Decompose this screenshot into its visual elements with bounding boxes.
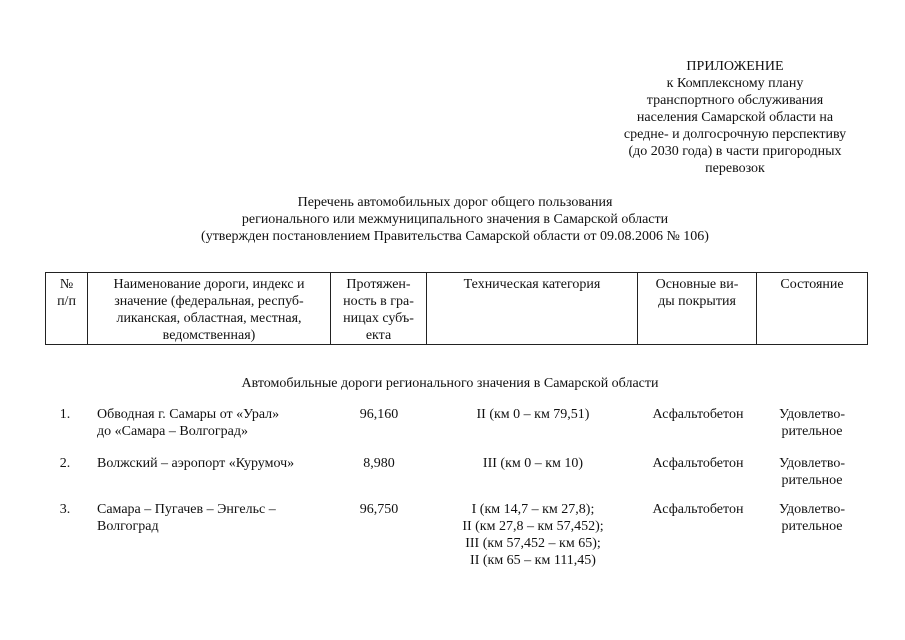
header-cell-coverage: Основные ви- ды покрытия [638,273,757,345]
road-state: Удовлетво- рительное [779,407,845,439]
road-coverage: Асфальтобетон [652,407,744,422]
road-name: Самара – Пугачев – Энгельс – Волгоград [97,502,276,534]
row-number: 3. [59,502,71,517]
road-category: II (км 0 – км 79,51) [476,407,590,422]
road-coverage: Асфальтобетон [652,456,744,471]
road-category: III (км 0 – км 10) [482,456,584,471]
road-name: Обводная г. Самары от «Урал» до «Самара – Волгоград» [97,407,280,439]
section-title: Автомобильные дороги регионального значения в Самарской области [241,376,659,391]
header-cell-category: Техническая категория [427,273,638,345]
road-category: I (км 14,7 – км 27,8); II (км 27,8 – км 57,452); III (км 57,452 – км 65); II (км 65 – км 111,45) [462,502,604,568]
appendix-line: перевозок [705,161,765,176]
appendix-line: населения Самарской области на [636,110,834,125]
appendix-line: средне- и долгосрочную перспективу [623,127,847,142]
title-line: (утвержден постановлением Правительства Самарской области от 09.08.2006 № 106) [201,229,709,244]
row-number: 2. [59,456,71,471]
road-length: 8,980 [363,456,395,471]
document-title [150,194,760,245]
appendix-line: (до 2030 года) в части пригородных [628,144,842,159]
road-coverage: Асфальтобетон [652,502,744,517]
road-length: 96,750 [359,502,399,517]
header-cell-num: № п/п [46,273,88,345]
row-number: 1. [59,407,71,422]
title-line: регионального или межмуниципального значения в Самарской области [241,212,669,227]
appendix-heading: ПРИЛОЖЕНИЕ [686,59,784,74]
table-header [45,272,868,345]
title-line: Перечень автомобильных дорог общего пользования [297,195,613,210]
road-state: Удовлетво- рительное [779,502,845,534]
road-name: Волжский – аэропорт «Курумоч» [97,456,295,471]
appendix-line: транспортного обслуживания [646,93,824,108]
header-cell-name: Наименование дороги, индекс и значение (федеральная, респуб- ликанская, областная, местная, ведомственная) [88,273,331,345]
appendix-block [590,58,880,177]
road-length: 96,160 [359,407,399,422]
appendix-line: к Комплексному плану [666,76,804,91]
header-cell-state: Состояние [757,273,868,345]
road-state: Удовлетво- рительное [779,456,845,488]
header-cell-length: Протяжен- ность в гра- ницах субъ- екта [331,273,427,345]
